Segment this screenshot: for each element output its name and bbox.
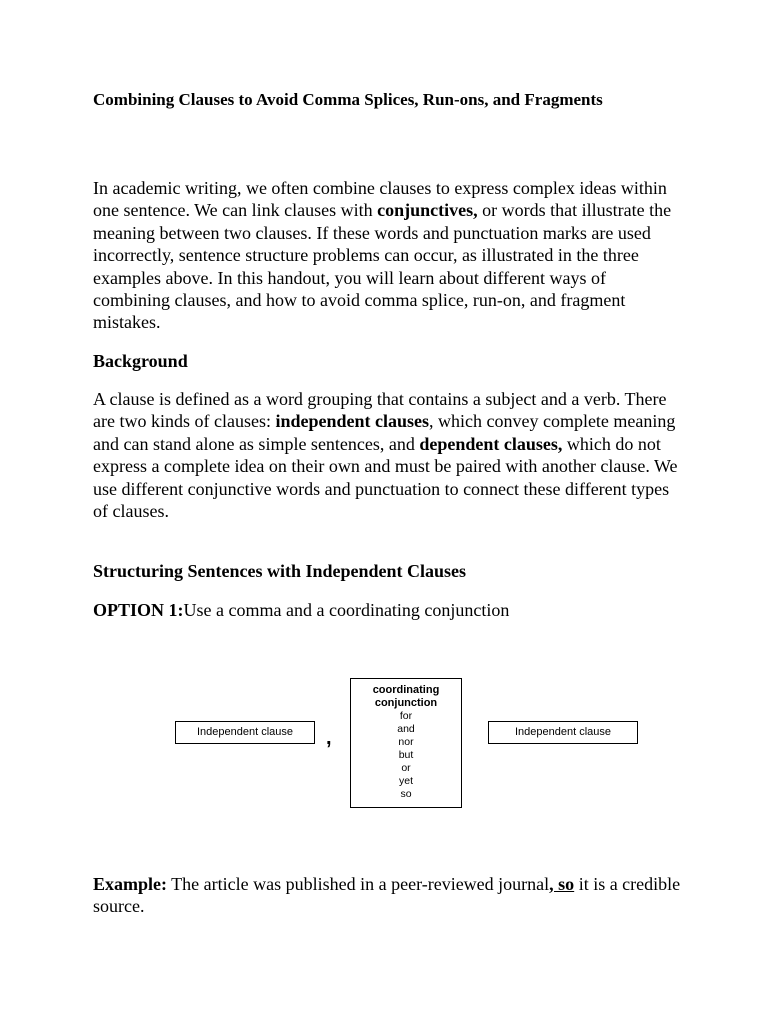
conjunction-item: so xyxy=(400,788,412,800)
conjunction-item: but xyxy=(398,749,414,761)
conjunction-box-heading-1: coordinating xyxy=(372,684,440,696)
example-label: Example: xyxy=(93,874,167,894)
right-independent-clause-box: Independent clause xyxy=(488,721,638,744)
conjunction-item: for xyxy=(399,710,413,722)
intro-text-2: or words that illustrate the meaning between two clauses. If these words and punctuation marks are used incorrectly, sentence structure problems can occur, as illustrated in the three examples above. In this handout, you will learn about different ways of combining clauses, and how to avoid comma splice, run-on, and fragment mistakes. xyxy=(93,200,672,333)
example-text-1: The article was published in a peer-reviewed journal xyxy=(167,874,550,894)
background-bold-independent: independent clauses xyxy=(275,411,429,432)
background-paragraph xyxy=(93,388,683,522)
diagram-comma: , xyxy=(326,727,332,749)
left-independent-clause-box: Independent clause xyxy=(175,721,315,744)
background-heading: Background xyxy=(93,351,188,371)
background-text-3: which do not express a complete idea on their own and must be paired with another clause. We use different conjunctive words and punctuation to connect these different types of clauses. xyxy=(93,433,678,522)
example-paragraph xyxy=(93,873,683,918)
background-text-2: , which convey complete meaning and can stand alone as simple sentences, and xyxy=(93,411,676,454)
coordinating-conjunction-box xyxy=(350,678,462,808)
intro-paragraph xyxy=(93,177,683,334)
option-1-label: OPTION 1: xyxy=(93,600,184,620)
option-1-line xyxy=(93,599,683,621)
document-title: Combining Clauses to Avoid Comma Splices, Run-ons, and Fragments xyxy=(93,90,603,109)
conjunction-item: and xyxy=(397,723,415,735)
conjunction-item: yet xyxy=(398,775,413,787)
structuring-heading: Structuring Sentences with Independent Clauses xyxy=(93,561,467,581)
conjunction-item: or xyxy=(401,762,411,774)
conjunction-item: nor xyxy=(398,736,414,748)
intro-bold-term: conjunctives, xyxy=(377,200,478,221)
example-underlined-conjunction: , so xyxy=(549,874,575,894)
background-text-1: A clause is defined as a word grouping that contains a subject and a verb. There are two kinds of clauses: xyxy=(93,389,667,432)
background-bold-dependent: dependent clauses, xyxy=(419,433,563,454)
conjunction-box-heading-2: conjunction xyxy=(374,697,438,709)
example-text-2: it is a credible source. xyxy=(93,874,681,917)
intro-text-1: In academic writing, we often combine clauses to express complex ideas within one sentence. We can link clauses with xyxy=(93,178,667,221)
option-1-text: Use a comma and a coordinating conjunction xyxy=(183,600,510,620)
